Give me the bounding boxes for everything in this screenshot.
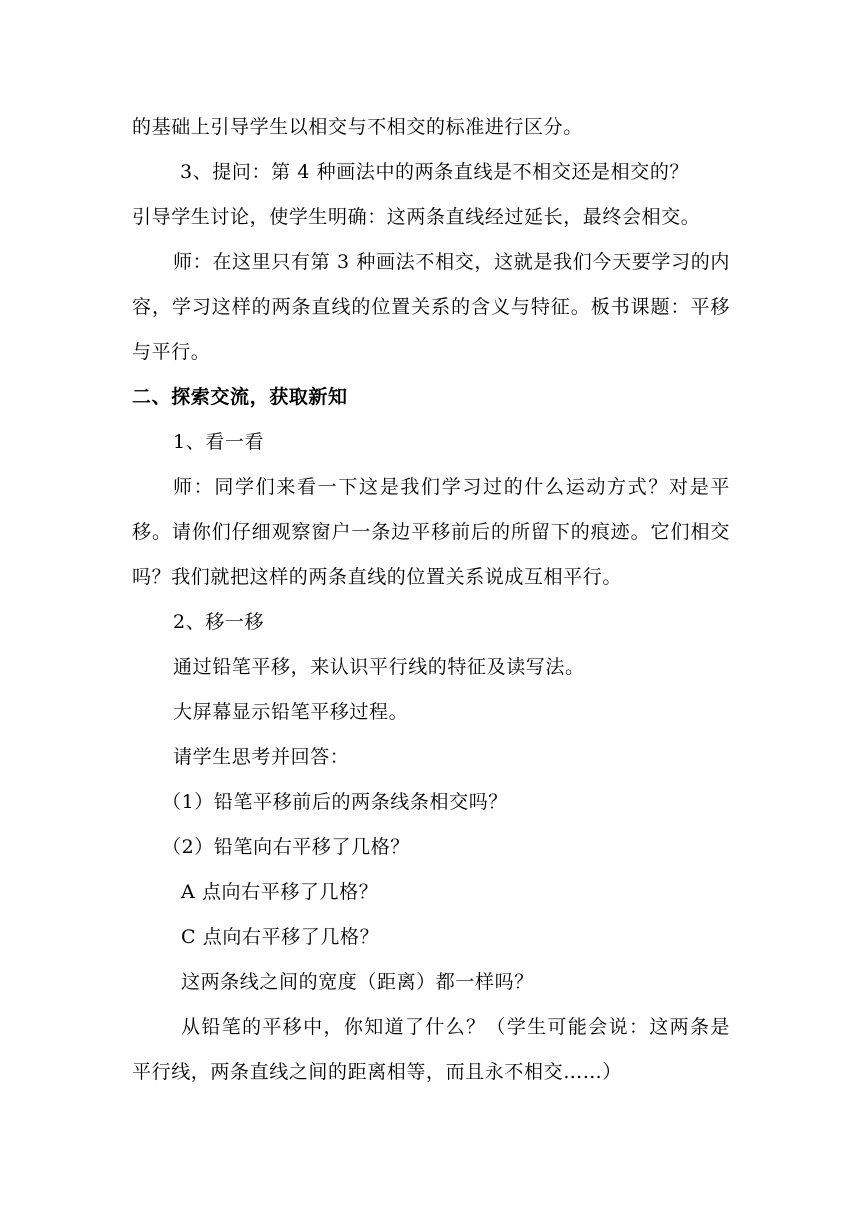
text-line: 3、提问：第 4 种画法中的两条直线是不相交还是相交的？ <box>180 161 690 183</box>
text-line: 的基础上引导学生以相交与不相交的标准进行区分。 <box>132 116 583 138</box>
text-line: 大屏幕显示铅笔平移过程。 <box>173 701 409 723</box>
question-item: A 点向右平移了几格？ <box>181 881 379 903</box>
question-item: （2）铅笔向右平移了几格？ <box>162 836 410 858</box>
text-line: 平行线，两条直线之间的距离相等，而且永不相交……） <box>132 1061 623 1083</box>
question-item: 这两条线之间的宽度（距离）都一样吗？ <box>181 971 534 993</box>
text-line: 吗？我们就把这样的两条直线的位置关系说成互相平行。 <box>132 566 623 588</box>
question-item: （1）铅笔平移前后的两条线条相交吗？ <box>162 791 508 813</box>
text-line: 移。请你们仔细观察窗户一条边平移前后的所留下的痕迹。它们相交 <box>132 521 730 543</box>
text-line: 通过铅笔平移，来认识平行线的特征及读写法。 <box>173 656 585 678</box>
question-item: C 点向右平移了几格？ <box>181 926 380 948</box>
text-line: 容，学习这样的两条直线的位置关系的含义与特征。板书课题：平移 <box>132 296 730 318</box>
text-line: 师：同学们来看一下这是我们学习过的什么运动方式？对是平 <box>173 476 730 498</box>
text-line: 从铅笔的平移中，你知道了什么？（学生可能会说：这两条是 <box>181 1016 730 1038</box>
text-line: 请学生思考并回答： <box>173 746 350 768</box>
text-line: 引导学生讨论，使学生明确：这两条直线经过延长，最终会相交。 <box>132 206 701 228</box>
subsection-heading: 2、移一移 <box>173 611 265 633</box>
section-heading: 二、探索交流，获取新知 <box>132 386 348 408</box>
text-line: 师：在这里只有第 3 种画法不相交，这就是我们今天要学习的内 <box>173 251 730 273</box>
subsection-heading: 1、看一看 <box>173 431 265 453</box>
text-line: 与平行。 <box>132 341 211 363</box>
